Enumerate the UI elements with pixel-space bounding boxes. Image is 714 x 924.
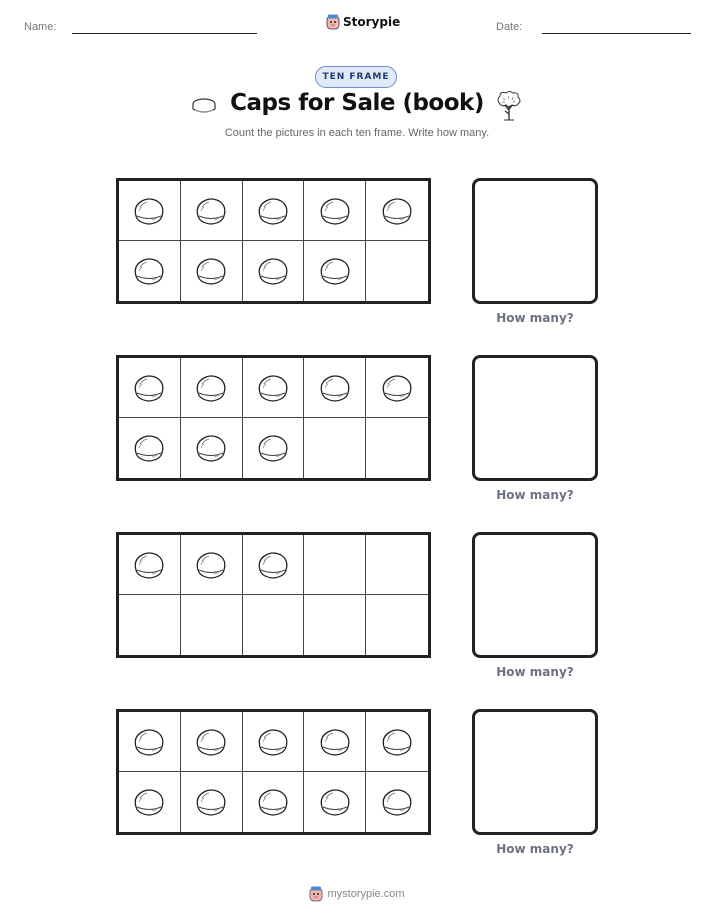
cap-icon	[254, 371, 292, 405]
tree-icon	[494, 90, 524, 122]
ten-frame-cell	[304, 418, 366, 478]
ten-frame-cell	[119, 535, 181, 595]
ten-frame-cell	[243, 772, 305, 832]
cap-icon	[130, 194, 168, 228]
cap-icon	[316, 371, 354, 405]
ten-frame-cell	[366, 418, 428, 478]
ten-frame-cell	[181, 535, 243, 595]
pig-mascot-icon	[326, 14, 340, 30]
page-title: Caps for Sale (book)	[230, 90, 484, 116]
ten-frame-cell	[304, 241, 366, 301]
cap-icon	[192, 785, 230, 819]
ten-frame-cell	[243, 358, 305, 418]
answer-box-2[interactable]	[472, 355, 598, 481]
footer-url[interactable]: mystorypie.com	[327, 888, 405, 900]
ten-frame-cell	[366, 358, 428, 418]
ten-frame-4	[116, 709, 431, 835]
how-many-label-2: How many?	[496, 488, 574, 502]
ten-frame-1	[116, 178, 431, 304]
name-label: Name:	[24, 21, 57, 33]
answer-box-4[interactable]	[472, 709, 598, 835]
ten-frame-cell	[119, 772, 181, 832]
how-many-label-3: How many?	[496, 665, 574, 679]
cap-icon	[254, 785, 292, 819]
cap-icon	[130, 254, 168, 288]
ten-frame-cell	[304, 595, 366, 655]
name-line[interactable]	[72, 33, 257, 34]
ten-frame-cell	[181, 181, 243, 241]
ten-frame-cell	[366, 595, 428, 655]
cap-icon	[378, 785, 416, 819]
date-line[interactable]	[542, 33, 691, 34]
cap-icon	[192, 371, 230, 405]
ten-frame-cell	[304, 712, 366, 772]
cap-icon	[254, 725, 292, 759]
cap-icon	[130, 548, 168, 582]
cap-icon	[254, 254, 292, 288]
cap-icon	[254, 548, 292, 582]
cap-icon	[130, 431, 168, 465]
ten-frame-cell	[181, 418, 243, 478]
ten-frame-cell	[119, 241, 181, 301]
answer-box-3[interactable]	[472, 532, 598, 658]
ten-frame-cell	[366, 535, 428, 595]
ten-frame-cell	[366, 712, 428, 772]
ten-frame-cell	[181, 712, 243, 772]
ten-frame-cell	[181, 595, 243, 655]
cap-icon	[378, 194, 416, 228]
ten-frame-3	[116, 532, 431, 658]
ten-frame-cell	[366, 772, 428, 832]
cap-icon	[130, 371, 168, 405]
ten-frame-cell	[243, 241, 305, 301]
how-many-label-4: How many?	[496, 842, 574, 856]
ten-frame-cell	[119, 181, 181, 241]
ten-frame-cell	[304, 358, 366, 418]
ten-frame-cell	[119, 712, 181, 772]
answer-box-1[interactable]	[472, 178, 598, 304]
ten-frame-cell	[119, 595, 181, 655]
cap-icon	[316, 785, 354, 819]
ten-frame-cell	[181, 358, 243, 418]
cap-icon	[316, 194, 354, 228]
cap-icon	[192, 725, 230, 759]
ten-frame-cell	[366, 181, 428, 241]
cap-icon	[192, 254, 230, 288]
cap-icon	[192, 548, 230, 582]
ten-frame-cell	[366, 241, 428, 301]
ten-frame-cell	[181, 241, 243, 301]
cap-icon	[192, 194, 230, 228]
ten-frame-cell	[181, 772, 243, 832]
instructions: Count the pictures in each ten frame. Write how many.	[224, 127, 490, 139]
cap-icon	[316, 254, 354, 288]
ten-frame-cell	[119, 418, 181, 478]
ten-frame-cell	[304, 772, 366, 832]
cap-icon	[130, 785, 168, 819]
cap-icon	[192, 431, 230, 465]
cap-icon	[254, 431, 292, 465]
ten-frame-cell	[119, 358, 181, 418]
cap-icon	[130, 725, 168, 759]
ten-frame-cell	[304, 535, 366, 595]
date-label: Date:	[496, 21, 523, 33]
cap-icon	[378, 371, 416, 405]
ten-frame-cell	[243, 181, 305, 241]
brand-logo	[326, 14, 400, 30]
cap-icon	[378, 725, 416, 759]
ten-frame-cell	[304, 181, 366, 241]
ten-frame-2	[116, 355, 431, 481]
brand-name: Storypie	[343, 15, 401, 29]
pig-mascot-icon	[309, 886, 323, 902]
ten-frame-cell	[243, 595, 305, 655]
cap-icon	[316, 725, 354, 759]
ten-frame-cell	[243, 712, 305, 772]
footer	[300, 886, 414, 902]
worksheet-type-badge: TEN FRAME	[315, 66, 397, 88]
how-many-label-1: How many?	[496, 311, 574, 325]
ten-frame-cell	[243, 535, 305, 595]
ten-frame-cell	[243, 418, 305, 478]
cap-icon	[254, 194, 292, 228]
